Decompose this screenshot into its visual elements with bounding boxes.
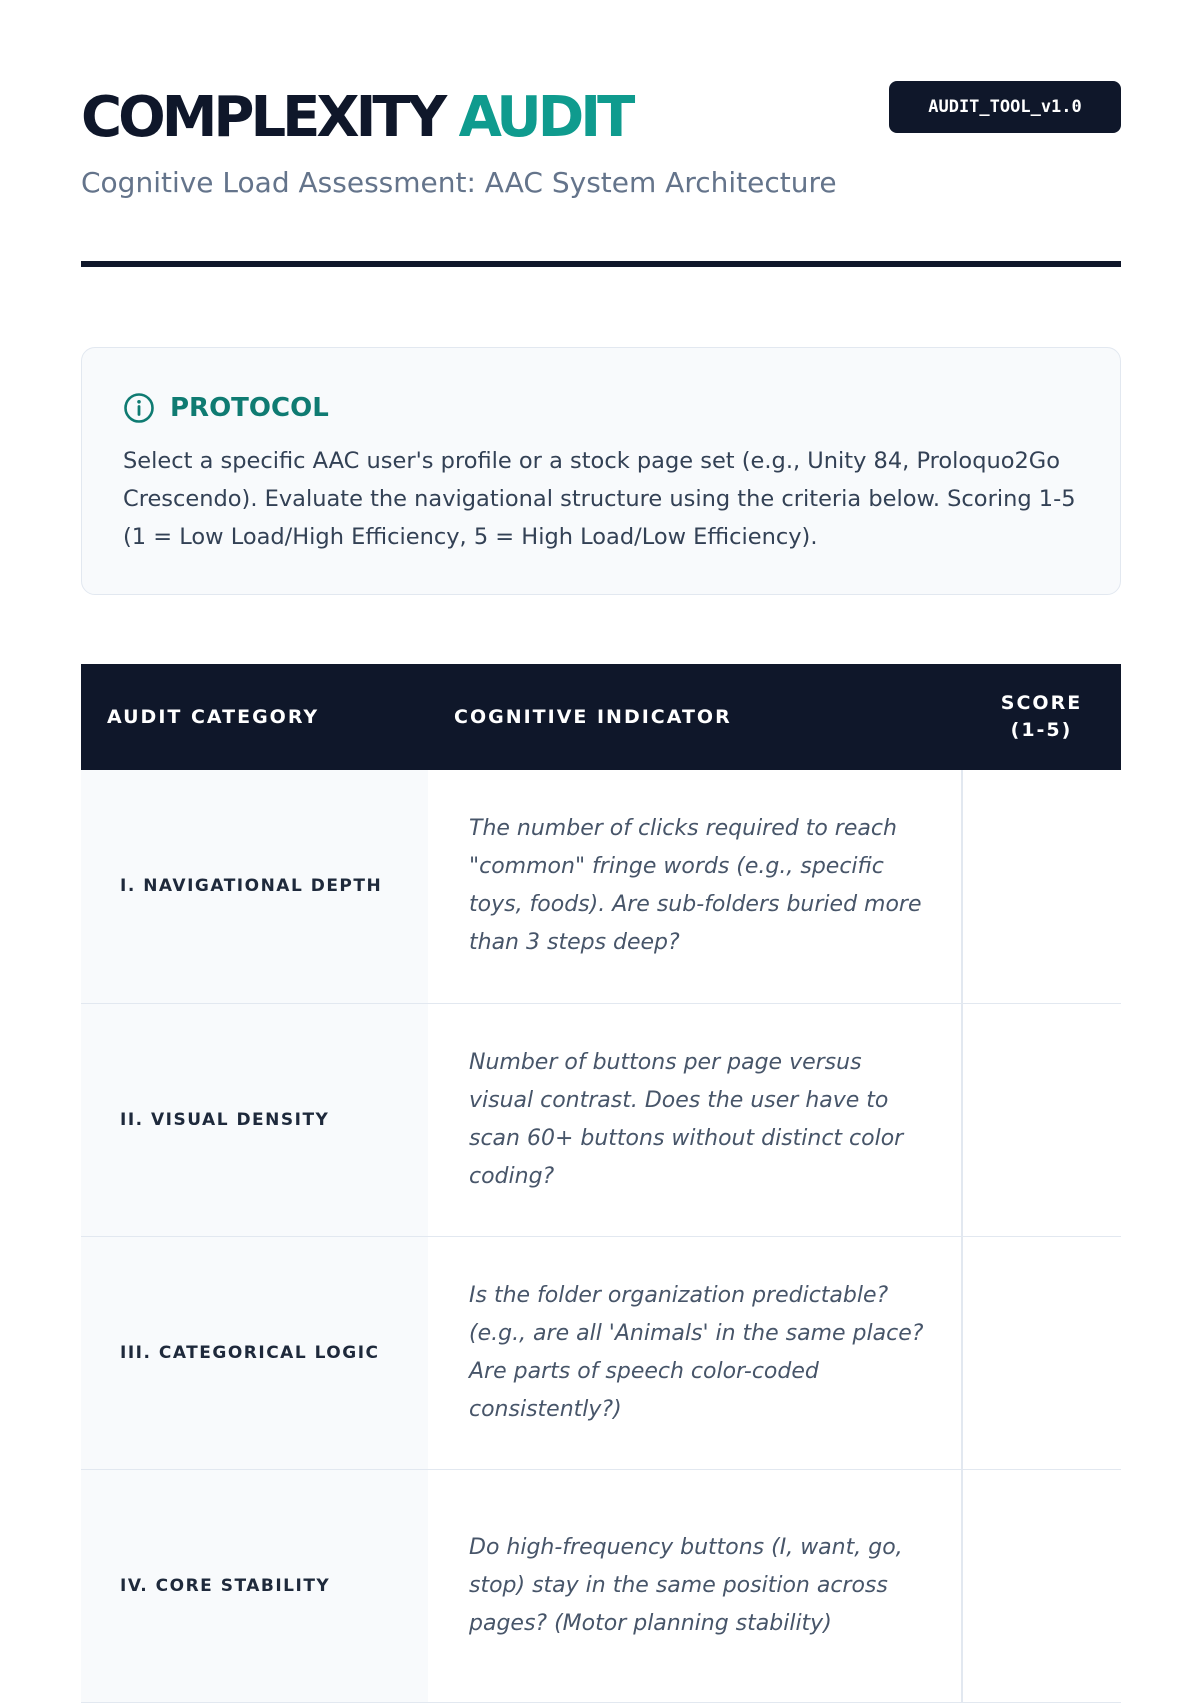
audit-table-body — [81, 770, 1121, 1702]
audit-category: II. VISUAL DENSITY — [81, 1003, 428, 1236]
audit-table-container — [81, 664, 1121, 1703]
column-header-score — [962, 664, 1121, 770]
table-row — [81, 1236, 1121, 1469]
page-subtitle: Cognitive Load Assessment: AAC System Architecture — [81, 166, 837, 199]
cognitive-indicator: The number of clicks required to reach "common" fringe words (e.g., specific toys, foods). Are sub-folders buried more than 3 steps deep? — [469, 816, 922, 956]
protocol-title: PROTOCOL — [170, 393, 329, 423]
table-row — [81, 770, 1121, 1003]
version-badge: AUDIT_TOOL_v1.0 — [889, 81, 1121, 133]
page-title — [81, 86, 631, 150]
header-row — [81, 664, 1121, 770]
table-row — [81, 1003, 1121, 1236]
audit-table-header — [81, 664, 1121, 770]
audit-category: IV. CORE STABILITY — [81, 1469, 428, 1702]
protocol-heading — [123, 392, 329, 424]
title-main: COMPLEXITY — [81, 85, 444, 150]
info-icon — [123, 392, 155, 424]
score-cell[interactable] — [962, 1003, 1121, 1236]
page-header — [81, 78, 1121, 268]
title-accent: AUDIT — [458, 85, 632, 150]
header-divider — [81, 261, 1121, 267]
column-header-category: AUDIT CATEGORY — [107, 706, 320, 728]
score-header-line2: (1-5) — [1010, 719, 1073, 741]
audit-category: I. NAVIGATIONAL DEPTH — [81, 770, 428, 1003]
cognitive-indicator: Do high-frequency buttons (I, want, go, stop) stay in the same position across pages? (Motor planning stability) — [469, 1534, 903, 1636]
audit-table — [81, 664, 1121, 1703]
score-cell[interactable] — [962, 1236, 1121, 1469]
score-cell[interactable] — [962, 1469, 1121, 1702]
score-header-line1: SCORE — [1000, 692, 1083, 714]
audit-category: III. CATEGORICAL LOGIC — [81, 1236, 428, 1469]
score-cell[interactable] — [962, 770, 1121, 1003]
cognitive-indicator: Is the folder organization predictable? (e.g., are all 'Animals' in the same place? Are parts of speech color-coded consistently?) — [469, 1282, 924, 1422]
table-row — [81, 1469, 1121, 1702]
cognitive-indicator: Number of buttons per page versus visual contrast. Does the user have to scan 60+ buttons without distinct color coding? — [469, 1049, 904, 1189]
protocol-text: Select a specific AAC user's profile or a stock page set (e.g., Unity 84, Proloquo2Go Crescendo). Evaluate the navigational structure using the criteria below. Scoring 1-5 (1 = Low Load/High Efficiency, 5 = High Load/Low Efficiency). — [123, 448, 1076, 550]
protocol-card — [81, 347, 1121, 595]
column-header-indicator: COGNITIVE INDICATOR — [454, 706, 732, 728]
